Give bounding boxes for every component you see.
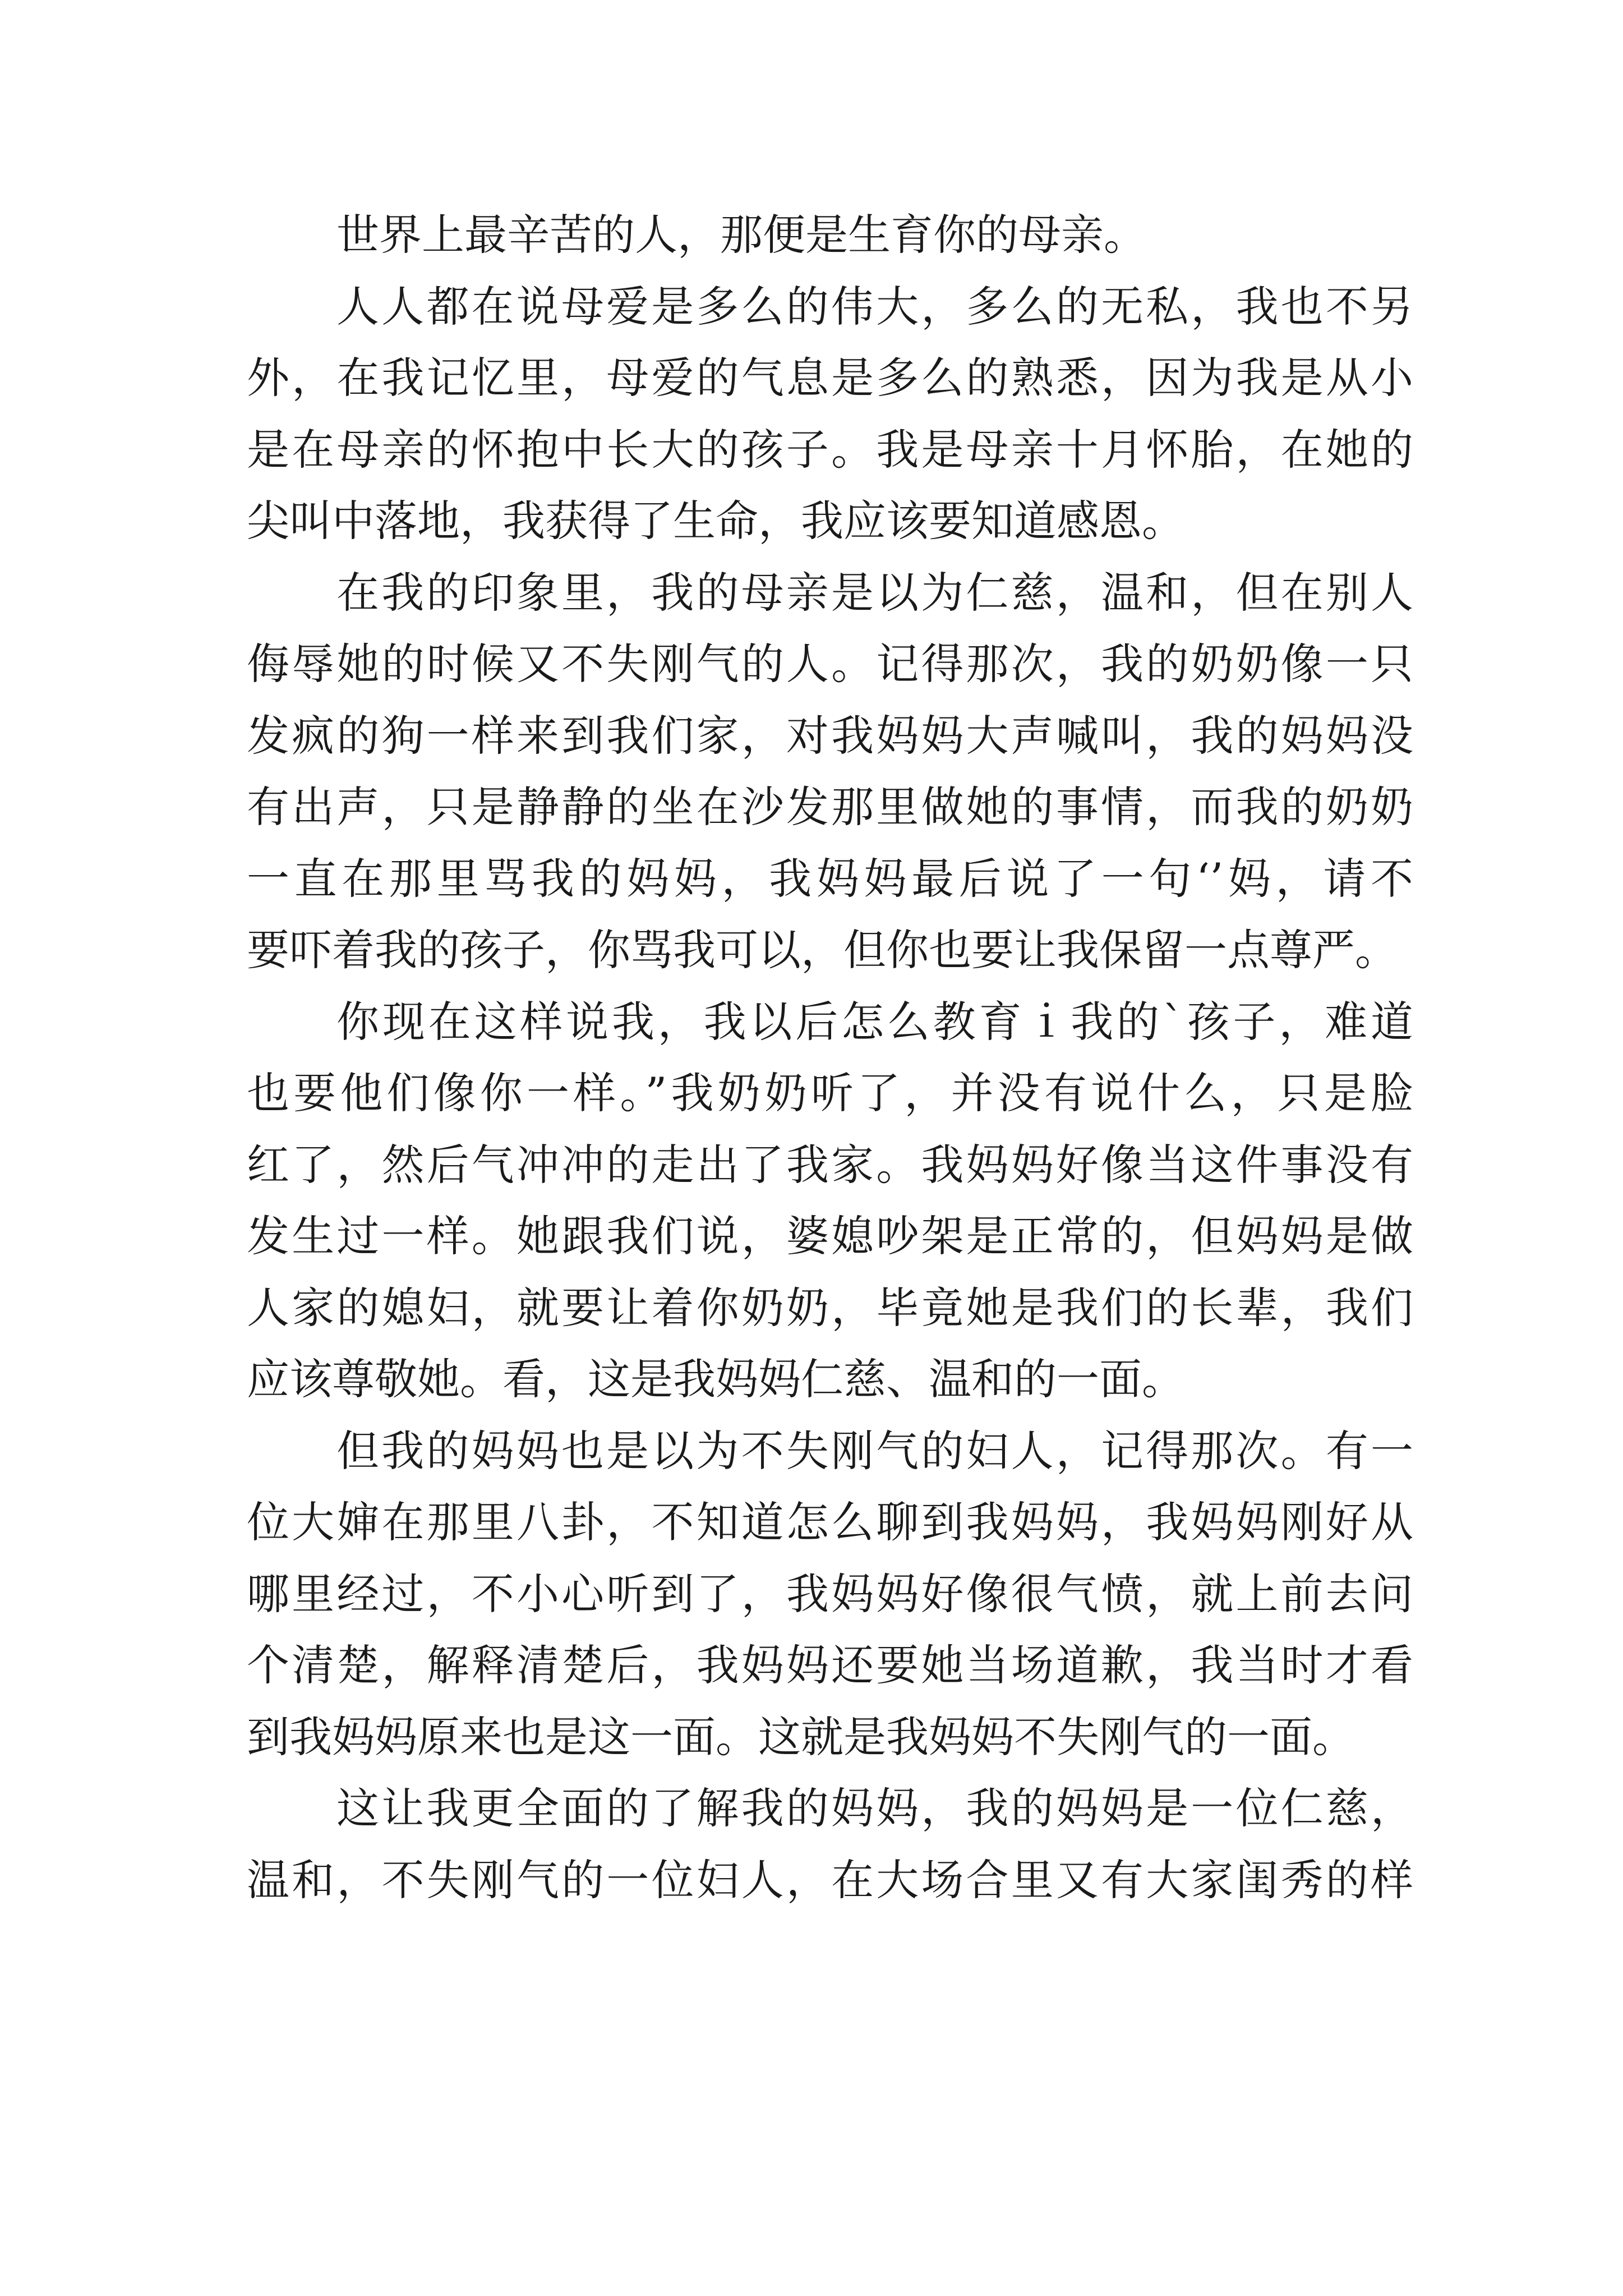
text-line: 但我的妈妈也是以为不失刚气的妇人，记得那次。有一 <box>336 1425 1413 1476</box>
text-line: 红了，然后气冲冲的走出了我家。我妈妈好像当这件事没有 <box>247 1139 1413 1190</box>
text-line: 一直在那里骂我的妈妈，我妈妈最后说了一句‘’妈，请不 <box>247 853 1413 904</box>
text-line: 有出声，只是静静的坐在沙发那里做她的事情，而我的奶奶 <box>247 782 1413 832</box>
text-line: 到我妈妈原来也是这一面。这就是我妈妈不失刚气的一面。 <box>247 1711 1355 1762</box>
essay-body <box>247 199 1413 1916</box>
text-line: 在我的印象里，我的母亲是以为仁慈，温和，但在别人 <box>336 567 1413 618</box>
text-line: 个清楚，解释清楚后，我妈妈还要她当场道歉，我当时才看 <box>247 1640 1413 1690</box>
text-line: 尖叫中落地，我获得了生命，我应该要知道感恩。 <box>247 496 1184 546</box>
text-line: 世界上最辛苦的人，那便是生育你的母亲。 <box>336 210 1146 260</box>
text-line: 位大婶在那里八卦，不知道怎么聊到我妈妈，我妈妈刚好从 <box>247 1497 1413 1547</box>
text-line: 你现在这样说我，我以后怎么教育ｉ我的`孩子，难道 <box>336 996 1413 1047</box>
text-line: 温和，不失刚气的一位妇人，在大场合里又有大家闺秀的样 <box>247 1855 1413 1905</box>
text-line: 发生过一样。她跟我们说，婆媳吵架是正常的，但妈妈是做 <box>247 1211 1413 1261</box>
text-line: 人人都在说母爱是多么的伟大，多么的无私，我也不另 <box>336 281 1413 332</box>
text-line: 应该尊敬她。看，这是我妈妈仁慈、温和的一面。 <box>247 1354 1184 1404</box>
text-line: 人家的媳妇，就要让着你奶奶，毕竟她是我们的长辈，我们 <box>247 1282 1413 1333</box>
text-line: 是在母亲的怀抱中长大的孩子。我是母亲十月怀胎，在她的 <box>247 424 1413 475</box>
text-line: 这让我更全面的了解我的妈妈，我的妈妈是一位仁慈， <box>336 1783 1413 1833</box>
text-line: 外，在我记忆里，母爱的气息是多么的熟悉，因为我是从小 <box>247 353 1413 403</box>
text-line: 也要他们像你一样。”我奶奶听了，并没有说什么，只是脸 <box>247 1068 1413 1118</box>
text-line: 要吓着我的孩子，你骂我可以，但你也要让我保留一点尊严。 <box>247 925 1398 975</box>
text-line: 侮辱她的时候又不失刚气的人。记得那次，我的奶奶像一只 <box>247 639 1413 689</box>
text-line: 发疯的狗一样来到我们家，对我妈妈大声喊叫，我的妈妈没 <box>247 710 1413 761</box>
text-line: 哪里经过，不小心听到了，我妈妈好像很气愤，就上前去问 <box>247 1568 1413 1619</box>
